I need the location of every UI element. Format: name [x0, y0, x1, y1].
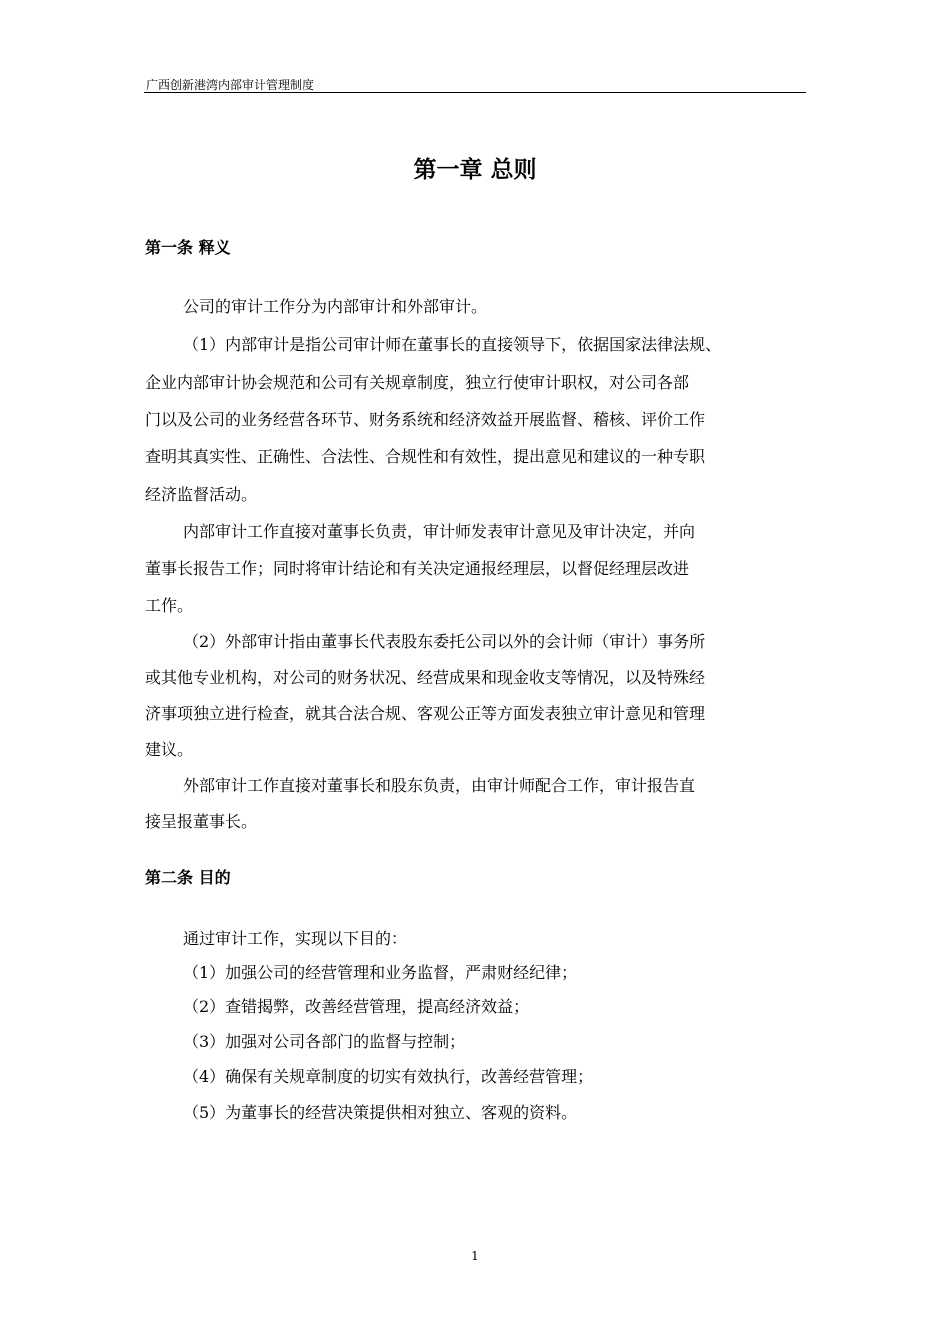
- page-number: 1: [471, 1249, 479, 1263]
- article-1-paragraph-line: 董事长报告工作；同时将审计结论和有关决定通报经理层，以督促经理层改进: [145, 559, 690, 578]
- article-1-paragraph-line: 查明其真实性、正确性、合法性、合规性和有效性，提出意见和建议的一种专职: [145, 447, 706, 466]
- article-1-paragraph-line: 外部审计工作直接对董事长和股东负责，由审计师配合工作，审计报告直: [183, 776, 696, 795]
- article-1-paragraph-line: 内部审计工作直接对董事长负责，审计师发表审计意见及审计决定，并向: [183, 522, 696, 541]
- article-1-paragraph-line: （1）内部审计是指公司审计师在董事长的直接领导下，依据国家法律法规、: [183, 335, 722, 354]
- article-2-list-item: （5）为董事长的经营决策提供相对独立、客观的资料。: [183, 1103, 578, 1122]
- article-1-paragraph-line: （2）外部审计指由董事长代表股东委托公司以外的会计师（审计）事务所: [183, 632, 706, 651]
- article-2-list-item: （1）加强公司的经营管理和业务监督，严肃财经纪律；: [183, 963, 578, 982]
- article-1-paragraph-line: 或其他专业机构，对公司的财务状况、经营成果和现金收支等情况，以及特殊经: [145, 668, 706, 687]
- article-1-paragraph-line: 门以及公司的业务经营各环节、财务系统和经济效益开展监督、稽核、评价工作: [145, 410, 706, 429]
- article-1-paragraph-line: 接呈报董事长。: [145, 812, 258, 831]
- article-1-paragraph-line: 建议。: [145, 740, 194, 759]
- chapter-title: 第一章 总则: [413, 157, 537, 183]
- article-2-list-item: （2）查错揭弊，改善经营管理，提高经济效益；: [183, 997, 530, 1016]
- article-1-paragraph-line: 经济监督活动。: [145, 485, 258, 504]
- article-1-title: 第一条 释义: [145, 238, 231, 257]
- page-header-title: 广西创新港湾内部审计管理制度: [146, 78, 315, 92]
- article-1-paragraph-line: 工作。: [145, 596, 194, 615]
- article-1-paragraph-line: 公司的审计工作分为内部审计和外部审计。: [183, 297, 488, 316]
- page-header-rule: [144, 92, 806, 93]
- article-1-paragraph-line: 企业内部审计协会规范和公司有关规章制度，独立行使审计职权，对公司各部: [145, 373, 690, 392]
- article-1-paragraph-line: 济事项独立进行检查，就其合法合规、客观公正等方面发表独立审计意见和管理: [145, 704, 706, 723]
- article-2-title: 第二条 目的: [145, 868, 231, 887]
- article-2-paragraph-line: 通过审计工作，实现以下目的：: [183, 929, 408, 948]
- article-2-list-item: （4）确保有关规章制度的切实有效执行，改善经营管理；: [183, 1067, 594, 1086]
- article-2-list-item: （3）加强对公司各部门的监督与控制；: [183, 1032, 466, 1051]
